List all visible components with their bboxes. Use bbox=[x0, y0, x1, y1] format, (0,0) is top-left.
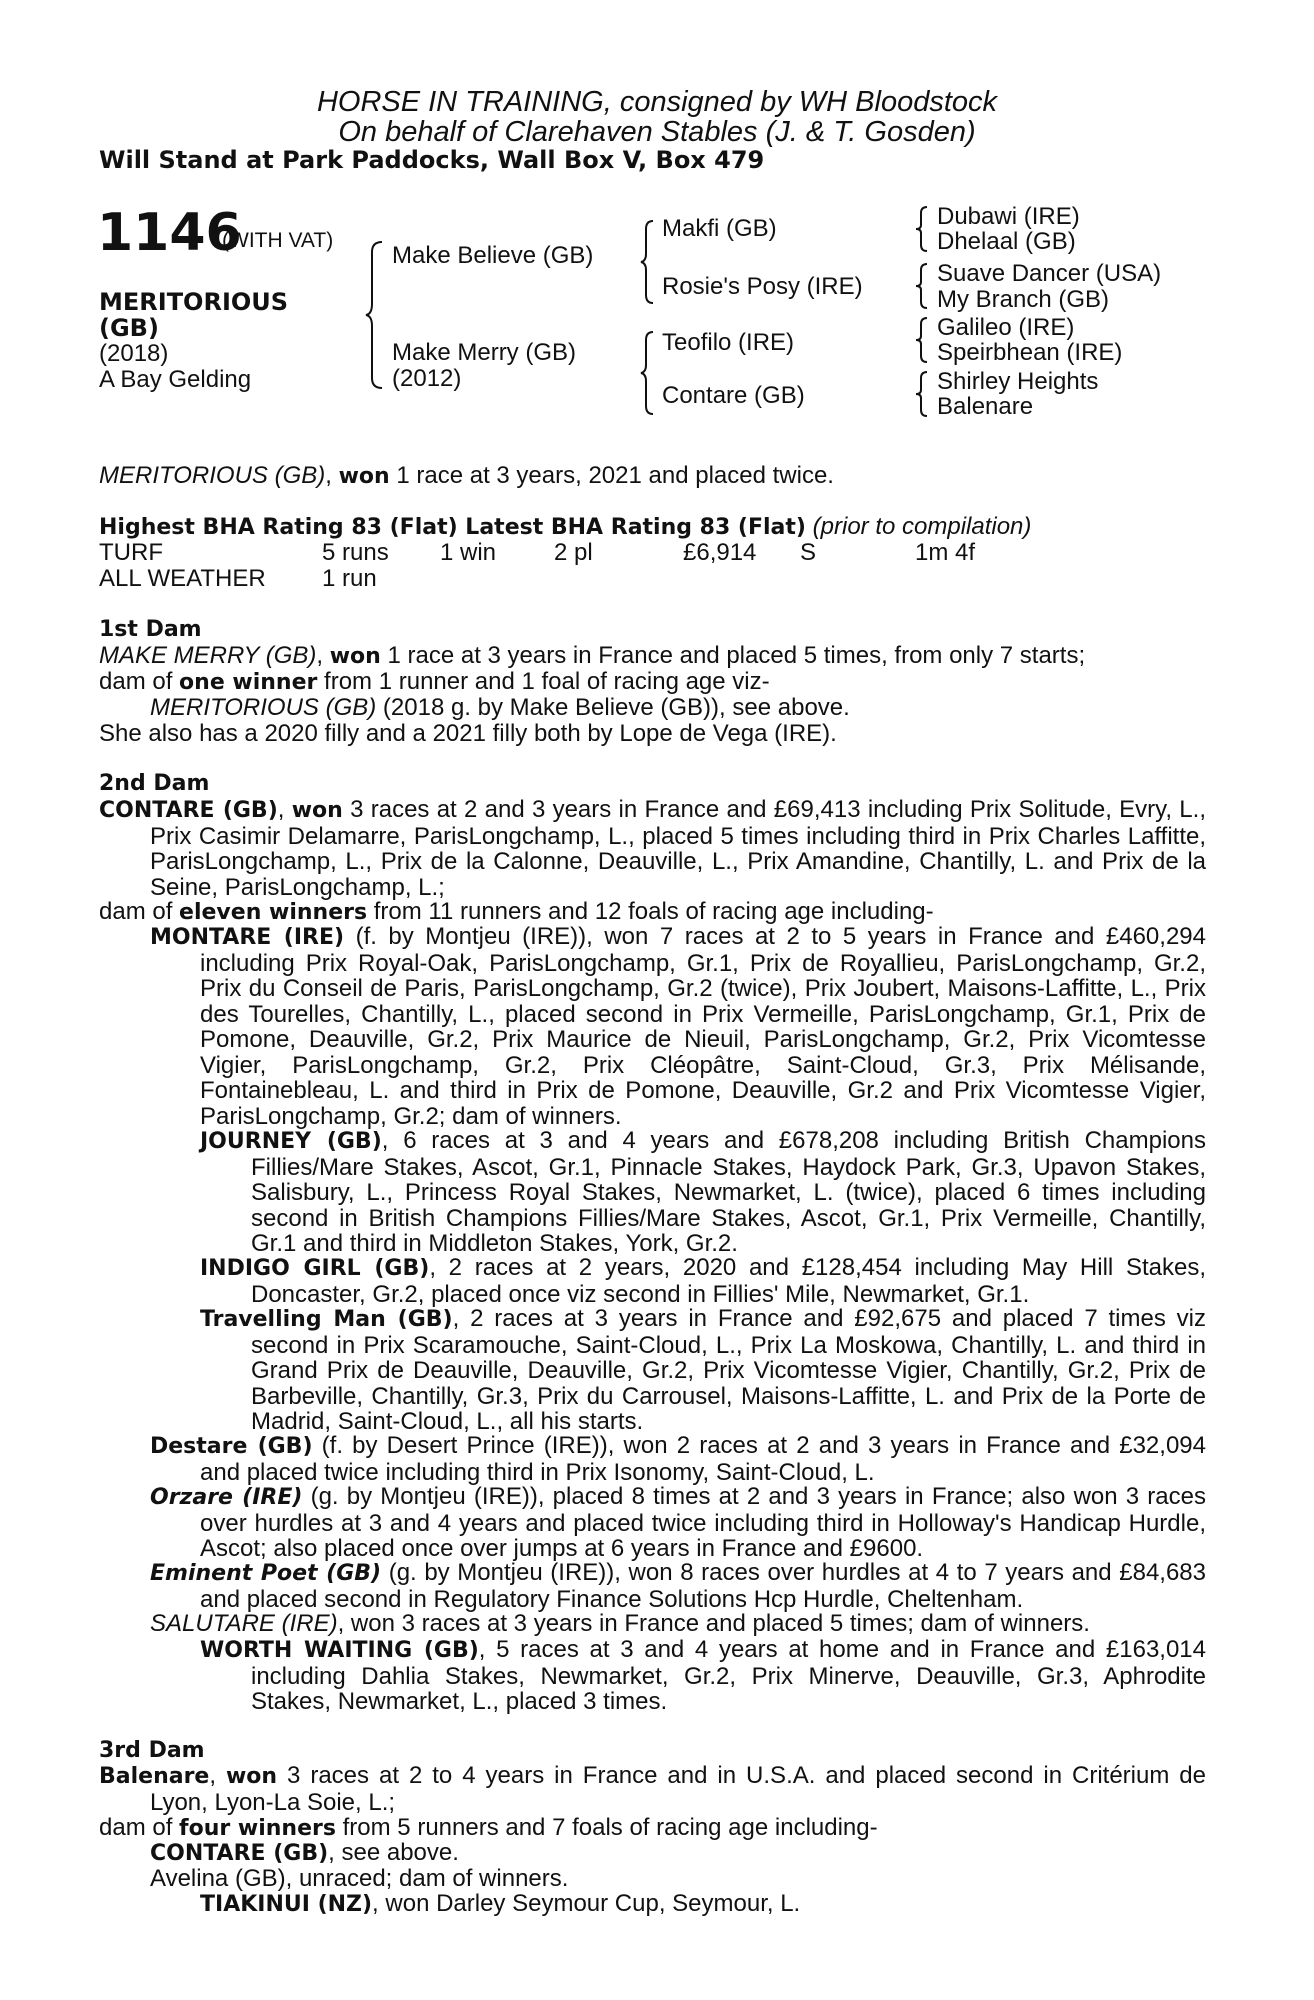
progeny-avelina: Avelina (GB), unraced; dam of winners. bbox=[150, 1865, 569, 1892]
first-dam-progeny: MERITORIOUS (GB) (2018 g. by Make Believe (GB)), see above. bbox=[150, 694, 850, 721]
second-dam-record: CONTARE (GB), won 3 races at 2 and 3 years in France and £69,413 including Prix Solitude, Evry, L., Prix Casimir Delamarre, ParisLongchamp, L., placed 5 times including third in Prix Charles Laffitte, ParisLongchamp, L., Prix de la Calonne, Deauville, L., Prix Amandine, Chantilly, L. and Prix de la Seine, ParisLongchamp, L.; bbox=[99, 796, 1206, 901]
pedigree-brace-dam bbox=[639, 330, 657, 416]
sire: Make Believe (GB) bbox=[392, 242, 594, 269]
sire-dam: Rosie's Posy (IRE) bbox=[662, 273, 863, 300]
pedigree-brace-main bbox=[364, 240, 388, 390]
horse-year: (2018) bbox=[99, 340, 169, 367]
first-dam-also: She also has a 2020 filly and a 2021 filly both by Lope de Vega (IRE). bbox=[99, 720, 837, 747]
dam-dam-sire: Shirley Heights bbox=[937, 368, 1099, 395]
dam-dam: Contare (GB) bbox=[662, 382, 805, 409]
progeny-destare: Destare (GB) (f. by Desert Prince (IRE)), won 2 races at 2 and 3 years in France and £32,094 and placed twice including third in Prix Isonomy, Saint-Cloud, L. bbox=[150, 1432, 1206, 1486]
progeny-montare: MONTARE (IRE) (f. by Montjeu (IRE)), won 7 races at 2 to 5 years in France and £460,294 including Prix Royal-Oak, ParisLongchamp, Gr.1, Prix de Royallieu, ParisLongchamp, Gr.2, Prix du Conseil de Paris, ParisLongchamp, Gr.2 (twice), Prix Joubert, Maisons-Laffitte, L., Prix des Tourelles, Chantilly, L., placed second in Prix Vermeille, ParisLongchamp, Gr.1, Prix de Pomone, Deauville, Gr.2, Prix Maurice de Nieuil, ParisLongchamp, Gr.2, Prix Vicomtesse Vigier, ParisLongchamp, Gr.2, Prix Cléopâtre, Saint-Cloud, Gr.3, Prix Mélisande, Fontainebleau, L. and third in Prix de Pomone, Deauville, Gr.2 and Prix Vicomtesse Vigier, ParisLongchamp, Gr.2; dam of winners. bbox=[150, 923, 1206, 1130]
dam-year: (2012) bbox=[392, 365, 462, 392]
pedigree-brace-sire bbox=[639, 219, 657, 305]
second-dam-produce: dam of eleven winners from 11 runners and 12 foals of racing age including- bbox=[99, 898, 934, 925]
second-dam-heading: 2nd Dam bbox=[99, 771, 210, 796]
progeny-tiakinui: TIAKINUI (NZ), won Darley Seymour Cup, Seymour, L. bbox=[200, 1890, 801, 1917]
brace-dd bbox=[914, 370, 930, 418]
record-turf-going: S bbox=[800, 539, 817, 566]
third-dam-produce: dam of four winners from 5 runners and 7 foals of racing age including- bbox=[99, 1814, 878, 1841]
sire-sire-sire: Dubawi (IRE) bbox=[937, 203, 1080, 230]
third-dam-heading: 3rd Dam bbox=[99, 1738, 205, 1763]
brace-sd bbox=[914, 262, 930, 310]
dam: Make Merry (GB) bbox=[392, 339, 577, 366]
record-turf-wins: 1 win bbox=[440, 539, 497, 566]
dam-sire: Teofilo (IRE) bbox=[662, 329, 795, 356]
first-dam-produce: dam of one winner from 1 runner and 1 foal of racing age viz- bbox=[99, 668, 770, 695]
horse-name: MERITORIOUS bbox=[99, 288, 289, 316]
vat-label: (WITH VAT) bbox=[222, 229, 334, 252]
progeny-journey: JOURNEY (GB), 6 races at 3 and 4 years and £678,208 including British Champions Fillies/Mare Stakes, Ascot, Gr.1, Pinnacle Stakes, Haydock Park, Gr.3, Upavon Stakes, Salisbury, L., Princess Royal Stakes, Newmarket, L. (twice), placed 6 times including second in British Champions Fillies/Mare Stakes, Ascot, Gr.1, Prix Vermeille, Chantilly, Gr.1 and third in Middleton Stakes, York, Gr.2. bbox=[200, 1127, 1206, 1257]
progeny-orzare: Orzare (IRE) (g. by Montjeu (IRE)), placed 8 times at 2 and 3 years in France; also won 3 races over hurdles at 3 and 4 years and placed twice including third in Holloway's Handicap Hurdle, Ascot; also placed once over jumps at 6 years in France and £9600. bbox=[150, 1483, 1206, 1562]
on-behalf-line: On behalf of Clarehaven Stables (J. & T. Gosden) bbox=[338, 116, 976, 148]
record-turf-placed: 2 pl bbox=[554, 539, 593, 566]
sire-dam-dam: My Branch (GB) bbox=[937, 286, 1110, 313]
first-dam-heading: 1st Dam bbox=[99, 617, 202, 642]
first-dam-record: MAKE MERRY (GB), won 1 race at 3 years in France and placed 5 times, from only 7 starts; bbox=[99, 642, 1086, 669]
record-aw-surface: ALL WEATHER bbox=[99, 565, 266, 592]
record-aw-runs: 1 run bbox=[322, 565, 377, 592]
record-turf-distance: 1m 4f bbox=[915, 539, 976, 566]
sire-dam-sire: Suave Dancer (USA) bbox=[937, 260, 1162, 287]
dam-dam-dam: Balenare bbox=[937, 393, 1034, 420]
dam-sire-sire: Galileo (IRE) bbox=[937, 314, 1075, 341]
horse-country: (GB) bbox=[99, 314, 159, 342]
record-turf-surface: TURF bbox=[99, 539, 163, 566]
race-summary: MERITORIOUS (GB), won 1 race at 3 years, 2021 and placed twice. bbox=[99, 462, 834, 489]
progeny-eminent-poet: Eminent Poet (GB) (g. by Montjeu (IRE)), won 8 races over hurdles at 4 to 7 years and £84,683 and placed second in Regulatory Finance Solutions Hcp Hurdle, Cheltenham. bbox=[150, 1559, 1207, 1613]
progeny-salutare: SALUTARE (IRE), won 3 races at 3 years in France and placed 5 times; dam of winners. bbox=[150, 1610, 1090, 1637]
horse-description: A Bay Gelding bbox=[99, 366, 252, 393]
sire-sire-dam: Dhelaal (GB) bbox=[937, 228, 1076, 255]
lot-number: 1146 bbox=[97, 203, 242, 263]
stabling-line: Will Stand at Park Paddocks, Wall Box V, Box 479 bbox=[99, 146, 765, 174]
dam-sire-dam: Speirbhean (IRE) bbox=[937, 339, 1123, 366]
third-dam-record: Balenare, won 3 races at 2 to 4 years in France and in U.S.A. and placed second in Critérium de Lyon, Lyon-La Soie, L.; bbox=[99, 1762, 1206, 1816]
brace-ds bbox=[914, 316, 930, 364]
progeny-travelling-man: Travelling Man (GB), 2 races at 3 years in France and £92,675 and placed 7 times viz second in Prix Scaramouche, Saint-Cloud, L., Prix La Moskowa, Chantilly, L. and third in Grand Prix de Deauville, Deauville, Gr.2, Prix Vicomtesse Vigier, Chantilly, Gr.2, Prix de Barbeville, Chantilly, Gr.3, Prix du Carrousel, Maisons-Laffitte, L. and Prix de la Porte de Madrid, Saint-Cloud, L., all his starts. bbox=[200, 1305, 1207, 1435]
progeny-indigo-girl: INDIGO GIRL (GB), 2 races at 2 years, 2020 and £128,454 including May Hill Stakes, Doncaster, Gr.2, placed once viz second in Fillies' Mile, Newmarket, Gr.1. bbox=[200, 1254, 1206, 1308]
progeny-worth-waiting: WORTH WAITING (GB), 5 races at 3 and 4 years at home and in France and £163,014 including Dahlia Stakes, Newmarket, Gr.2, Prix Minerve, Deauville, Gr.3, Aphrodite Stakes, Newmarket, L., placed 3 times. bbox=[200, 1636, 1206, 1715]
progeny-contare: CONTARE (GB), see above. bbox=[150, 1839, 459, 1866]
record-turf-prize: £6,914 bbox=[683, 539, 757, 566]
sire-sire: Makfi (GB) bbox=[662, 215, 777, 242]
consignor-line: HORSE IN TRAINING, consigned by WH Bloodstock bbox=[316, 86, 998, 118]
brace-ss bbox=[914, 205, 930, 253]
record-turf-runs: 5 runs bbox=[322, 539, 389, 566]
bha-rating: Highest BHA Rating 83 (Flat) Latest BHA Rating 83 (Flat) (prior to compilation) bbox=[99, 513, 1032, 540]
